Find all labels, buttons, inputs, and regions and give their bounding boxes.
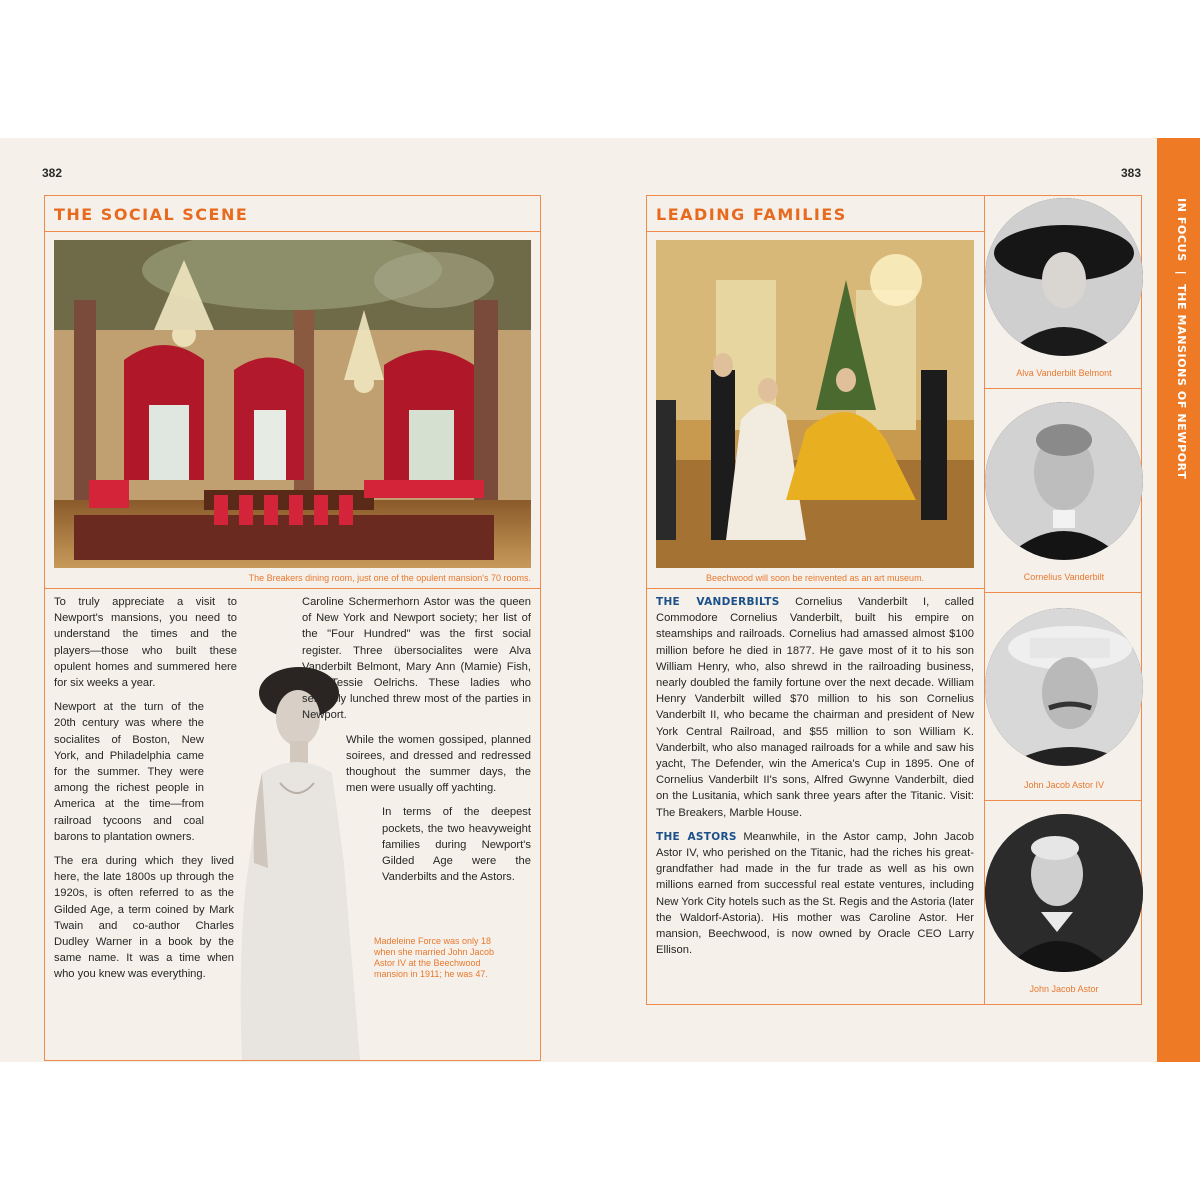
astor-iv-portrait-caption: John Jacob Astor IV (1023, 780, 1105, 790)
paragraph: While the women gossiped, planned soirees, and dressed and redressed thoughout the summer days, the men were usually off yachting. (346, 733, 531, 795)
john-jacob-astor-iv-portrait (985, 608, 1143, 766)
cornelius-vanderbilt-portrait (985, 402, 1143, 560)
paragraph: In terms of the deepest pockets, the two heavyweight families during Newport's Gilded Age were the Vanderbilts and the Astors. (382, 806, 531, 884)
right-page-number: 383 (1121, 166, 1142, 180)
beechwood-ballroom-photo (656, 240, 974, 568)
book-spread (0, 138, 1200, 1062)
astors-paragraph (656, 829, 974, 959)
side-tab-chapter: THE MANSIONS OF NEWPORT (1175, 284, 1188, 480)
left-title-rule (44, 231, 541, 232)
astors-text: Meanwhile, in the Astor camp, John Jacob Astor IV, who perished on the Titanic, had the riches his great-grandfather had made in the fur trade as well as his own millions earned from successful real estate ventures, including New York City hotels such as the St. Regis and the Astoria (later the Waldorf-Astoria). His mother was Caroline Astor. Her mansion, Beechwood, is now owned by Oracle CEO Larry Ellison. (656, 830, 974, 957)
astor-portrait-caption: John Jacob Astor (1029, 984, 1099, 994)
left-column-1 (54, 594, 237, 991)
side-tab-text: IN FOCUS | THE MANSIONS OF NEWPORT (1175, 198, 1188, 480)
paragraph: The era during which they lived here, the late 1800s up through the 1920s, is often referred to as the Gilded Age, a term coined by Mark Twain and co-author Charles Dudley Warner in a book by the same name. It was a time when who you knew was everything. (54, 855, 234, 981)
beechwood-photo-caption: Beechwood will soon be reinvented as an art museum. (705, 573, 925, 583)
breakers-photo-caption: The Breakers dining room, just one of the opulent mansion's 70 rooms. (248, 573, 531, 583)
vanderbilts-lead: THE VANDERBILTS (656, 596, 780, 608)
left-section-title: THE SOCIAL SCENE (54, 205, 249, 224)
paragraph: Caroline Schermerhorn Astor was the queen of New York and Newport society; her list of the "Four Hundred" was the first social register. Three übersocialites were Alva Vanderbilt Belmont, Mary Ann (Mamie) Fish, and Tessie Oelrichs. These ladies who seriously lunched threw most of the parties in Newport. (302, 596, 531, 722)
alva-vanderbilt-belmont-portrait (985, 198, 1143, 356)
portrait-rule (984, 592, 1142, 593)
breakers-dining-room-photo (54, 240, 531, 568)
left-column-2 (302, 594, 531, 893)
vanderbilts-text: Cornelius Vanderbilt I, called Commodore Cornelius Vanderbilt, built his empire on steamships and railroads. Cornelius had amassed almost $100 million before he died in 1877. He gave most of it to his son William Henry, who, also shrewd in the railroading business, nearly doubled the family fortune over the next decade. William Henry Vanderbilt willed $70 million to his son Cornelius Vanderbilt II, who became the chairman and president of New York Central Railroad, and $55 million to son William K. Vanderbilt, who also managed railroads for a while and saw his yacht, The Defender, win the America's Cup in 1895. One of Cornelius Vanderbilt II's sons, Alfred Gwynne Vanderbilt, died on the Lusitania, which sank three years after the Titanic. Visit: The Breakers, Marble House. (656, 596, 975, 819)
left-caption-rule (44, 588, 541, 589)
vanderbilts-paragraph (656, 594, 974, 821)
right-title-rule (646, 231, 984, 232)
left-page-number: 382 (42, 166, 63, 180)
john-jacob-astor-portrait (985, 814, 1143, 972)
right-caption-rule (646, 588, 984, 589)
portrait-rule (984, 800, 1142, 801)
paragraph: To truly appreciate a visit to Newport's mansions, you need to understand the times and the players—those who built these opulent homes and summered here for six weeks a year. (54, 596, 237, 690)
paragraph: Newport at the turn of the 20th century was where the socialites of Boston, New York, and Philadelphia came for the summer. They were among the richest people in America at the time—from railroad tycoons and coal barons to plantation owners. (54, 701, 204, 843)
side-tab-label (1160, 198, 1200, 558)
right-body-text (656, 594, 974, 966)
astors-lead: THE ASTORS (656, 830, 737, 843)
portrait-rule (984, 388, 1142, 389)
cornelius-portrait-caption: Cornelius Vanderbilt (1023, 572, 1105, 582)
alva-portrait-caption: Alva Vanderbilt Belmont (1016, 368, 1112, 378)
right-section-title: LEADING FAMILIES (656, 205, 847, 224)
side-tab-section: IN FOCUS (1175, 198, 1188, 262)
madeleine-caption: Madeleine Force was only 18 when she married John Jacob Astor IV at the Beechwood mansion in 1911; he was 47. (374, 936, 495, 979)
